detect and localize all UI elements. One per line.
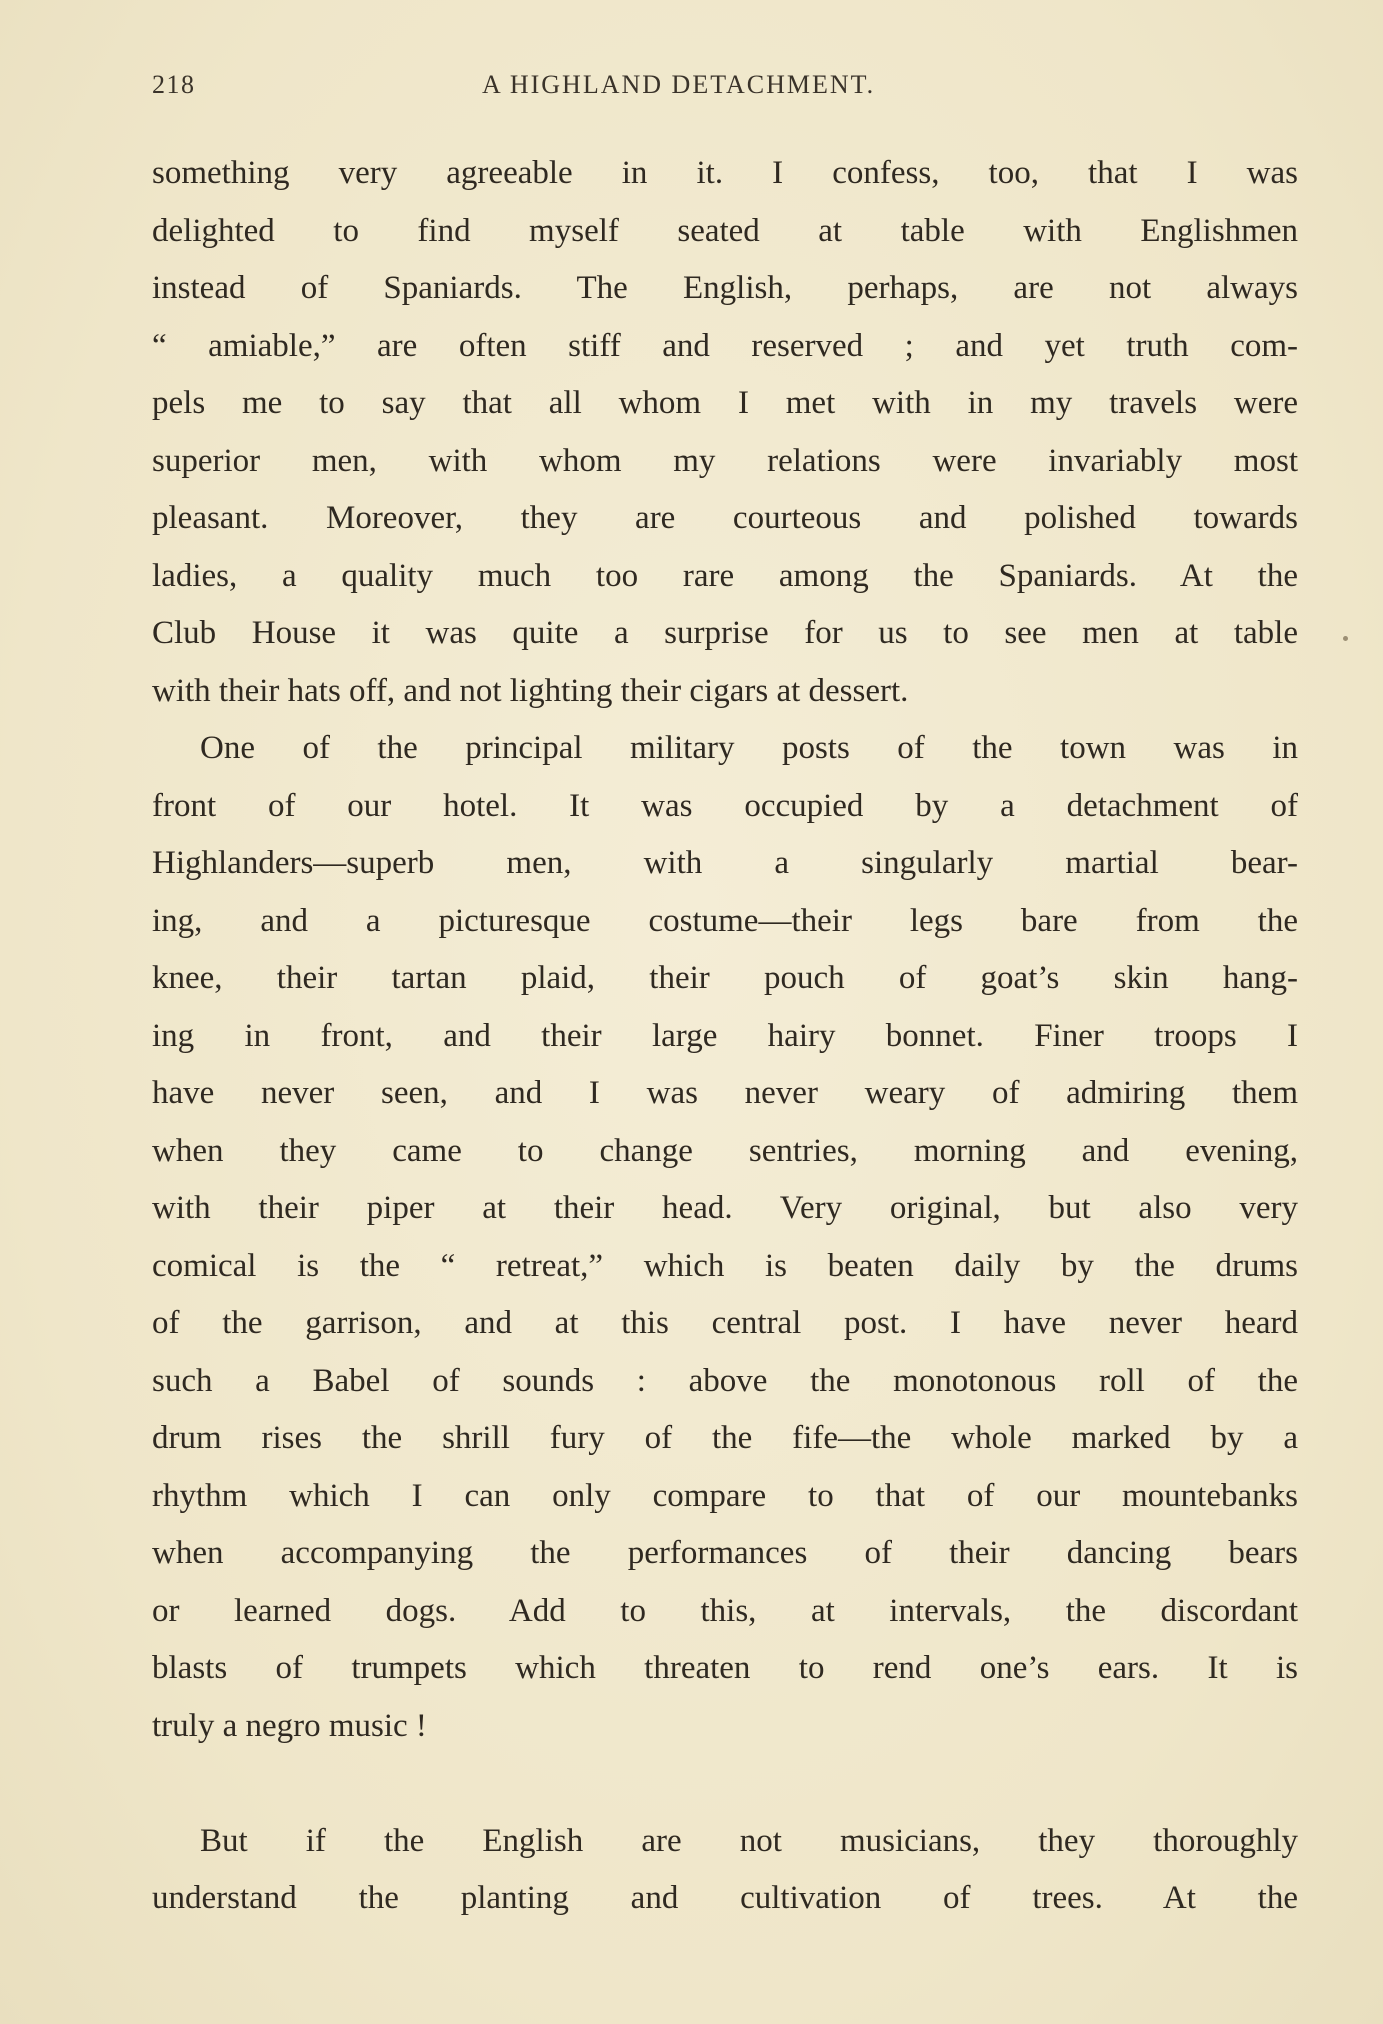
text-line: pleasant. Moreover, they are courteous and polished towards [152, 500, 1298, 536]
text-line: superior men, with whom my relations were invariably most [152, 442, 1298, 479]
text-line: ladies, a quality much too rare among the Spaniards. At the [152, 557, 1298, 594]
text-line: have never seen, and I was never weary of admiring them [152, 1075, 1298, 1111]
paragraph-start-line: One of the principal military posts of the town was in [200, 730, 1298, 766]
body-text [152, 145, 1298, 1928]
running-title: A HIGHLAND DETACHMENT. [482, 70, 876, 99]
text-line: front of our hotel. It was occupied by a detachment of [152, 787, 1298, 824]
text-line: Highlanders—superb men, with a singularly martial bear- [152, 845, 1298, 881]
text-line: instead of Spaniards. The English, perhaps, are not always [152, 270, 1298, 306]
text-line: blasts of trumpets which threaten to rend one’s ears. It is [152, 1650, 1298, 1686]
paragraph-gap [152, 1755, 1298, 1813]
paragraph-start-line: But if the English are not musicians, they thoroughly [200, 1822, 1298, 1859]
text-line: with their hats off, and not lighting their cigars at dessert. [152, 672, 909, 709]
text-line: understand the planting and cultivation of trees. At the [152, 1880, 1298, 1916]
text-line: when they came to change sentries, morning and evening, [152, 1132, 1298, 1169]
text-line: delighted to find myself seated at table with Englishmen [152, 212, 1298, 249]
text-line: rhythm which I can only compare to that of our mountebanks [152, 1477, 1298, 1514]
text-line: with their piper at their head. Very original, but also very [152, 1190, 1298, 1226]
text-line: something very agreeable in it. I confess, too, that I was [152, 155, 1298, 191]
text-line: “ amiable,” are often stiff and reserved ; and yet truth com- [152, 327, 1298, 364]
text-line: of the garrison, and at this central post. I have never heard [152, 1305, 1298, 1341]
text-line: or learned dogs. Add to this, at intervals, the discordant [152, 1592, 1298, 1629]
text-line: knee, their tartan plaid, their pouch of goat’s skin hang- [152, 960, 1298, 996]
text-line: ing, and a picturesque costume—their legs bare from the [152, 902, 1298, 939]
text-line: Club House it was quite a surprise for us to see men at table [152, 615, 1298, 651]
text-line: when accompanying the performances of their dancing bears [152, 1535, 1298, 1571]
text-line: such a Babel of sounds : above the monotonous roll of the [152, 1362, 1298, 1399]
text-line: truly a negro music ! [152, 1707, 427, 1744]
page-header [152, 70, 1298, 110]
text-line: drum rises the shrill fury of the fife—the whole marked by a [152, 1420, 1298, 1456]
text-line: pels me to say that all whom I met with in my travels were [152, 385, 1298, 421]
page-number: 218 [152, 70, 196, 99]
text-line: comical is the “ retreat,” which is beaten daily by the drums [152, 1247, 1298, 1284]
print-speck [1343, 636, 1348, 641]
text-line: ing in front, and their large hairy bonnet. Finer troops I [152, 1017, 1298, 1054]
